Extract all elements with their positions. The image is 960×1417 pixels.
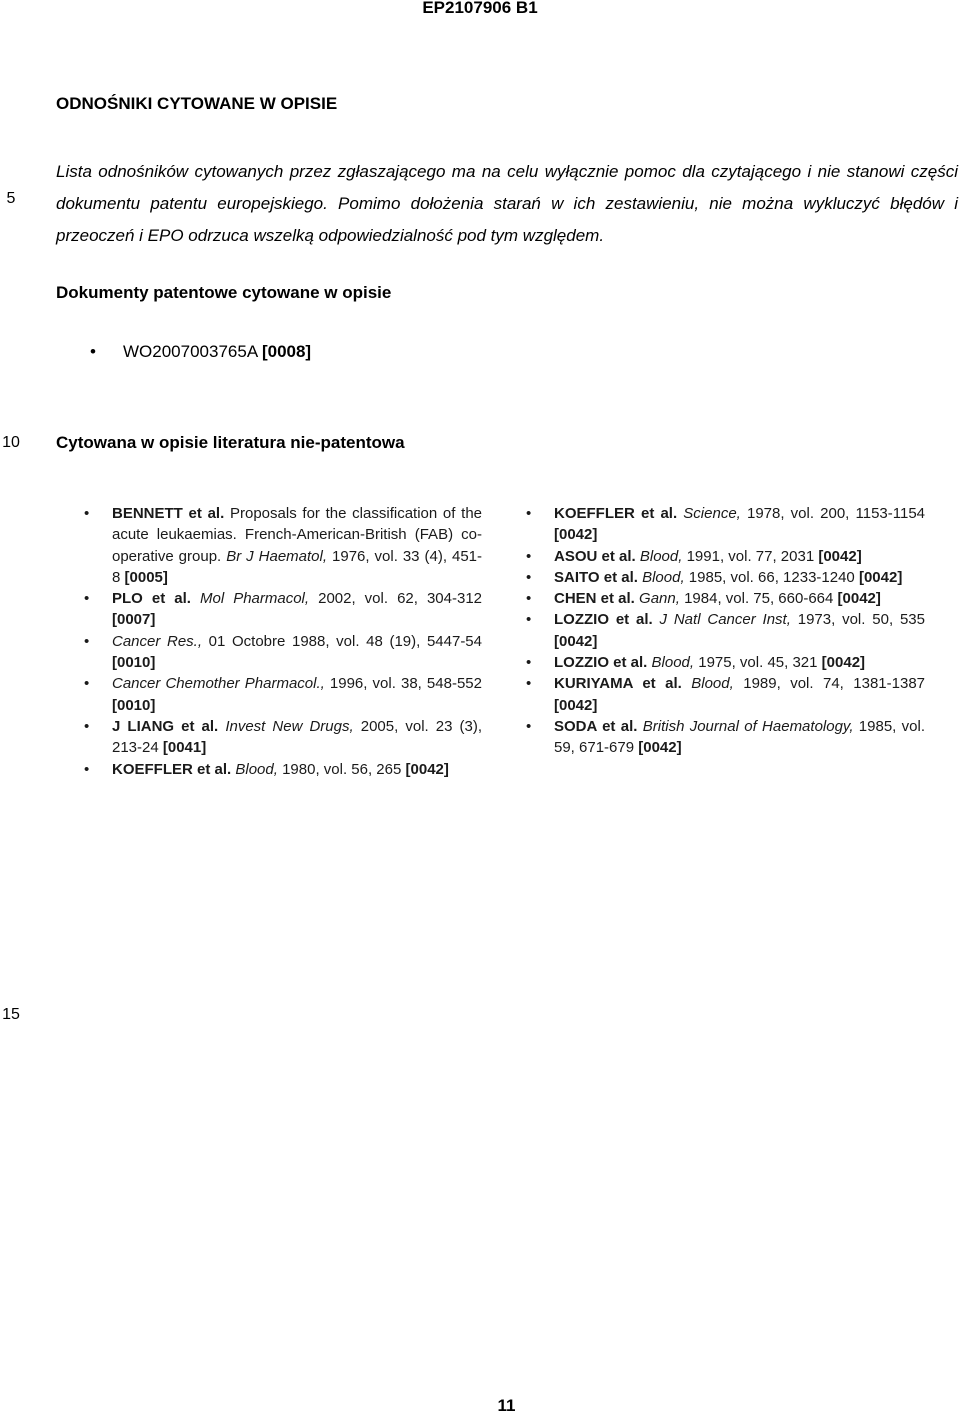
citation-item <box>524 546 925 567</box>
citation-item <box>524 503 925 546</box>
citation-title: Proposals for the classification of the acute leukaemias. French-American-British (FAB) co-operative group. <box>112 505 482 565</box>
citation-ref: [0007] <box>112 611 156 629</box>
citation-details: 2005, vol. 23 (3), 213-24 <box>112 717 483 757</box>
patent-docs-heading: Dokumenty patentowe cytowane w opisie <box>56 283 392 302</box>
citation-journal: British Journal of Haematology, <box>642 717 854 735</box>
citation-details: 1985, vol. 66, 1233-1240 <box>684 568 859 586</box>
citation-journal: Gann, <box>639 590 680 608</box>
citation-journal: Blood, <box>651 654 695 672</box>
line-number-5: 5 <box>6 190 16 207</box>
citation-author: LOZZIO et al. <box>554 654 648 672</box>
citation-title <box>682 675 691 692</box>
citation-item <box>82 631 482 674</box>
citation-journal: Blood, <box>691 675 734 693</box>
citation-details: 1976, vol. 33 (4), 451-8 <box>112 547 482 586</box>
citation-details: 1985, vol. 59, 671-679 <box>554 717 925 757</box>
citation-journal: Mol Pharmacol, <box>199 590 310 608</box>
citation-journal: Br J Haematol, <box>226 547 328 565</box>
citation-title <box>191 590 200 607</box>
citation-item <box>524 588 925 609</box>
citation-author: KOEFFLER et al. <box>112 760 232 778</box>
citation-ref: [0005] <box>124 568 168 586</box>
citation-item <box>524 652 925 673</box>
citation-details: 1980, vol. 56, 265 <box>277 760 406 778</box>
citation-ref: [0042] <box>554 632 598 650</box>
patent-doc-item <box>90 342 311 362</box>
citation-ref: [0042] <box>554 696 598 714</box>
citation-author: PLO et al. <box>112 590 191 608</box>
citation-author: SODA et al. <box>554 717 638 735</box>
patent-doc-number: WO2007003765A <box>123 342 258 361</box>
page-number: 11 <box>497 1396 516 1415</box>
citation-item <box>82 716 482 759</box>
citation-author: ASOU et al. <box>554 547 636 565</box>
citation-list-right <box>524 503 925 759</box>
citation-author: LOZZIO et al. <box>554 611 653 629</box>
citation-ref: [0010] <box>112 696 156 714</box>
citation-author: SAITO et al. <box>554 568 638 586</box>
citation-title <box>653 611 660 628</box>
citation-author: KURIYAMA et al. <box>554 675 682 693</box>
citation-journal: Blood, <box>639 547 683 565</box>
line-number-15: 15 <box>2 1006 20 1023</box>
citation-ref: [0042] <box>821 654 866 672</box>
citation-details: 1975, vol. 45, 321 <box>694 654 822 672</box>
citation-author: J LIANG et al. <box>112 717 219 735</box>
bullet-icon: • <box>90 342 96 361</box>
citation-ref: [0042] <box>858 568 903 586</box>
citation-ref: [0042] <box>837 590 881 608</box>
patent-doc-ref: [0008] <box>261 342 312 361</box>
citation-details: 2002, vol. 62, 304-312 <box>309 590 483 608</box>
citation-ref: [0041] <box>162 739 207 757</box>
citation-details: 1991, vol. 77, 2031 <box>682 547 819 565</box>
citation-item <box>524 716 925 759</box>
citation-ref: [0042] <box>554 526 598 544</box>
citation-item <box>82 503 482 588</box>
citation-details: 1996, vol. 38, 548-552 <box>324 675 482 693</box>
citation-journal: Invest New Drugs, <box>225 717 354 735</box>
citation-item <box>524 609 925 652</box>
citation-journal: Blood, <box>235 760 278 778</box>
intro-paragraph: Lista odnośników cytowanych przez zgłaszającego ma na celu wyłącznie pomoc dla czytającego i nie stanowi części dokumentu patentu europejskiego. Pomimo dołożenia starań w ich zestawieniu, nie można wykluczyć błędów i przeoczeń i EPO odrzuca wszelką odpowiedzialność pod tym względem. <box>56 162 958 245</box>
citation-author: CHEN et al. <box>554 590 635 608</box>
citation-journal: J Natl Cancer Inst, <box>659 611 791 629</box>
citations-right-column <box>524 503 925 759</box>
citation-author: BENNETT et al. <box>112 505 225 522</box>
citation-ref: [0042] <box>405 760 449 778</box>
citation-journal: Cancer Res., <box>112 632 203 650</box>
non-patent-heading: Cytowana w opisie literatura nie-patentowa <box>56 433 405 452</box>
citation-item <box>524 567 925 588</box>
citation-details: 1984, vol. 75, 660-664 <box>679 590 838 608</box>
section-title: ODNOŚNIKI CYTOWANE W OPISIE <box>56 94 338 113</box>
citation-journal: Science, <box>683 505 741 522</box>
citation-details: 1973, vol. 50, 535 <box>790 611 925 629</box>
citation-ref: [0042] <box>818 547 862 565</box>
citation-journal: Blood, <box>642 568 685 586</box>
citation-item <box>82 673 482 716</box>
citation-details: 01 Octobre 1988, vol. 48 (19), 5447-54 <box>202 632 482 650</box>
citation-list-left <box>82 503 482 780</box>
citation-ref: [0010] <box>112 654 156 672</box>
citation-author: KOEFFLER et al. <box>554 505 678 522</box>
citations-left-column <box>82 503 482 780</box>
patent-number-header: EP2107906 B1 <box>422 0 538 17</box>
citation-item <box>524 673 925 716</box>
citation-ref: [0042] <box>638 739 682 757</box>
citation-details: 1989, vol. 74, 1381-1387 <box>733 675 926 693</box>
citation-journal: Cancer Chemother Pharmacol., <box>112 675 325 693</box>
citation-item <box>82 588 482 631</box>
citation-details: 1978, vol. 200, 1153-1154 <box>740 505 926 522</box>
line-number-10: 10 <box>2 434 20 451</box>
citation-item <box>82 759 482 780</box>
